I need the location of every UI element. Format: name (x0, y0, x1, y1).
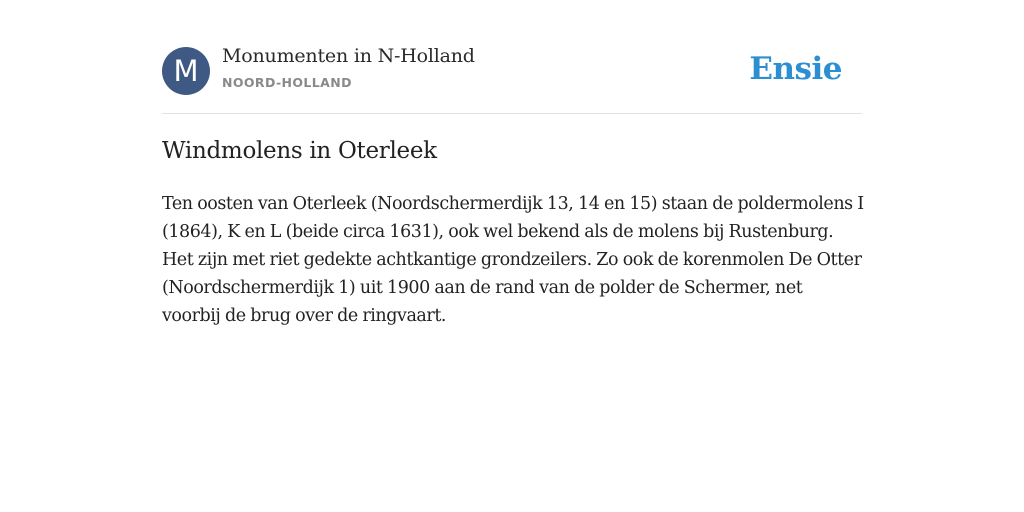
definition-card (162, 0, 864, 326)
page-title: Windmolens in Oterleek (162, 138, 437, 164)
card-header (162, 0, 862, 114)
article-body: Ten oosten van Oterleek (Noordschermerdijk 13, 14 en 15) staan de poldermolens I (1864), K en L (beide circa 1631), ook wel bekend als de molens bij Rustenburg. Het zijn met riet gedekte achtkantige grondzeilers. Zo ook de korenmolen De Otter (Noordschermerdijk 1) uit 1900 aan de rand van de polder de Schermer, net voorbij de brug over de ringvaart. (162, 194, 864, 326)
avatar[interactable]: M (162, 47, 210, 95)
ensie-logo[interactable]: Ensie (749, 51, 842, 87)
source-subtitle: NOORD-HOLLAND (222, 75, 352, 90)
source-title[interactable]: Monumenten in N-Holland (222, 45, 475, 67)
